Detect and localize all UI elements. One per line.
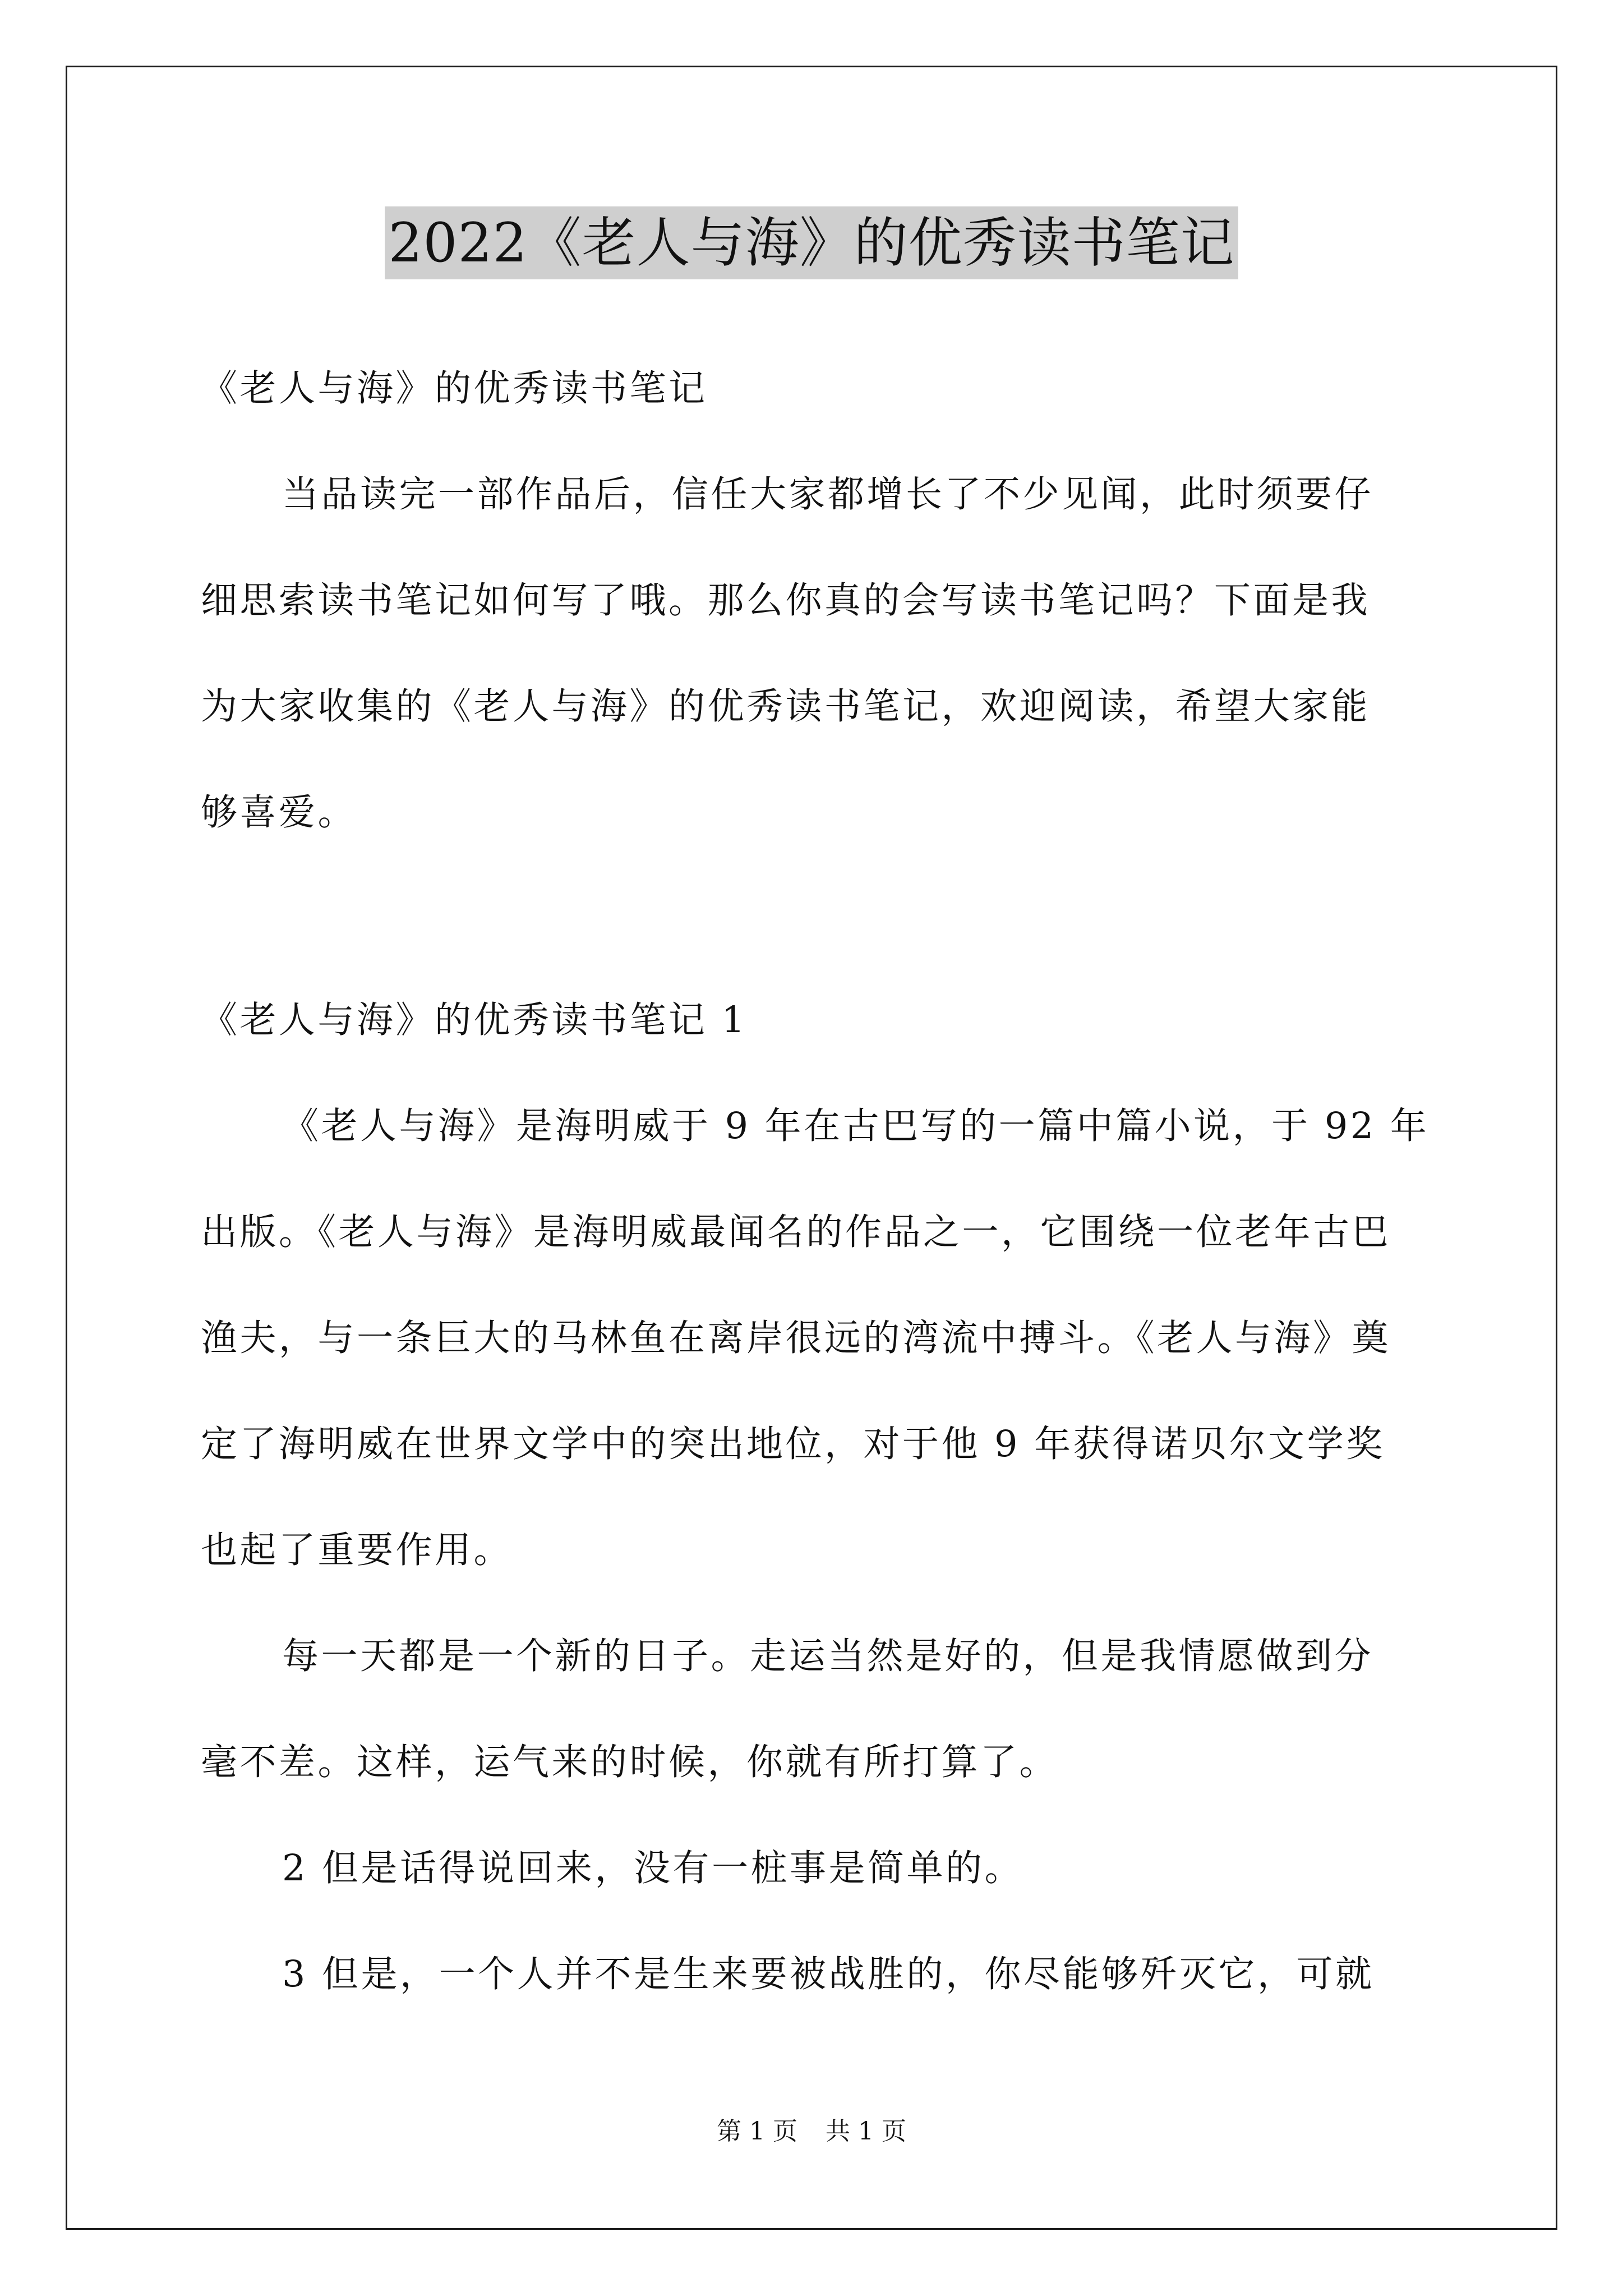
section-paragraph-4 [282,1921,1516,2027]
section-heading-text: 《老人与海》的优秀读书笔记 1 [201,999,748,1041]
page-number-current: 第 1 页 [717,2117,797,2146]
intro-paragraph [282,441,1516,547]
section-p2-line-2: 毫不差。这样，运气来的时候，你就有所打算了。 [201,1741,1059,1783]
section-p2-line-1: 每一天都是一个新的日子。走运当然是好的，但是我情愿做到分 [282,1635,1374,1677]
document-title [0,206,1623,279]
section-p1-line-4: 定了海明威在世界文学中的突出地位，对于他 9 年获得诺贝尔文学奖 [201,1423,1385,1465]
section-p1-line-1: 《老人与海》是海明威于 9 年在古巴写的一篇中篇小说，于 92 年 [282,1105,1430,1147]
section-p1-line-2: 出版。《老人与海》是海明威最闻名的作品之一，它围绕一位老年古巴 [201,1211,1391,1253]
page-footer [0,2115,1623,2148]
section-p1-line-3: 渔夫，与一条巨大的马林鱼在离岸很远的湾流中搏斗。《老人与海》奠 [201,1317,1391,1359]
subtitle-text: 《老人与海》的优秀读书笔记 [201,367,708,409]
page-number-total: 共 1 页 [826,2117,906,2146]
section-paragraph-2-cont [201,1709,1435,1815]
section-paragraph-1-cont [201,1179,1435,1603]
intro-line-2: 细思索读书笔记如何写了哦。那么你真的会写读书笔记吗？下面是我 [201,579,1371,622]
intro-line-3: 为大家收集的《老人与海》的优秀读书笔记，欢迎阅读，希望大家能 [201,685,1371,728]
section-p1-line-5: 也起了重要作用。 [201,1529,513,1571]
intro-line-1: 当品读完一部作品后，信任大家都增长了不少见闻，此时须要仔 [282,473,1374,516]
section-paragraph-3 [282,1815,1516,1921]
section-p3-line-1: 2 但是话得说回来，没有一桩事是简单的。 [282,1847,1024,1889]
intro-paragraph-cont [201,547,1435,866]
section-p4-line-1: 3 但是，一个人并不是生来要被战胜的，你尽能够歼灭它，可就 [282,1953,1375,1995]
document-title-text: 2022《老人与海》的优秀读书笔记 [385,206,1238,279]
section-paragraph-2 [282,1603,1516,1709]
section-paragraph-1 [282,1073,1516,1179]
subtitle [201,335,1435,441]
section-heading [201,967,1435,1073]
intro-line-4: 够喜爱。 [201,792,357,834]
